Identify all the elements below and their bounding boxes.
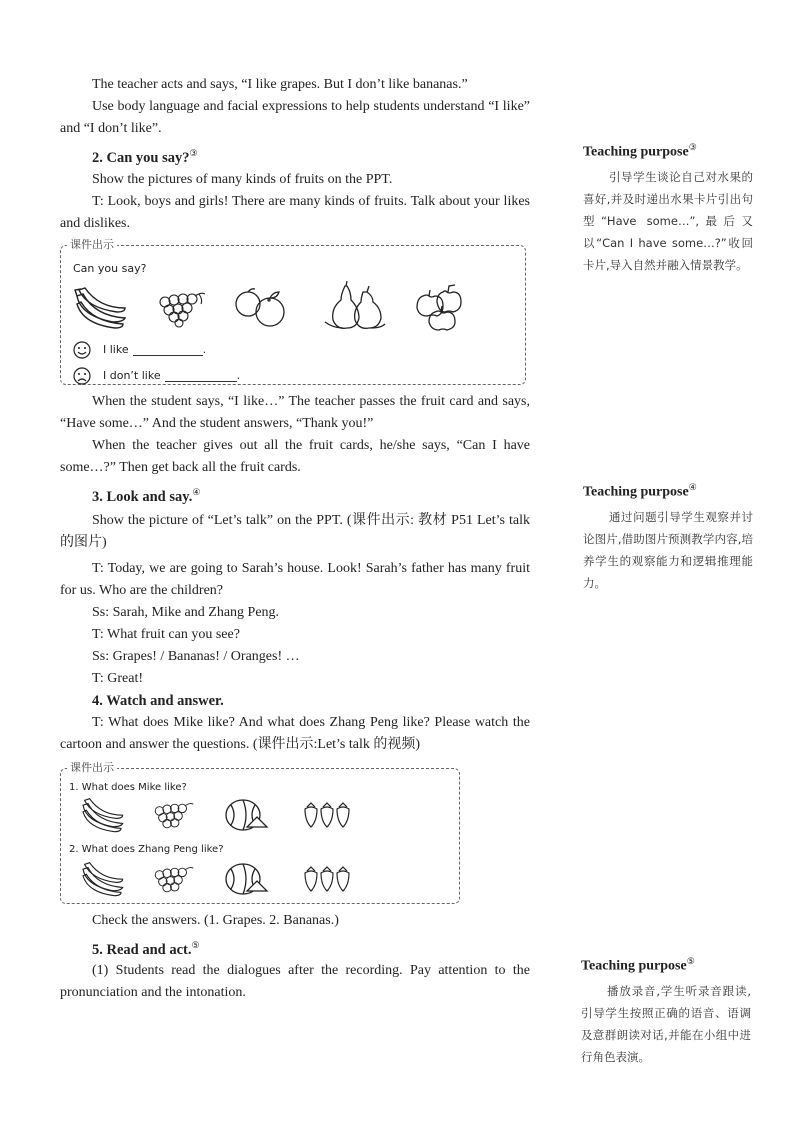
teaching-purpose-text: 引导学生谈论自己对水果的喜好,并及时递出水果卡片引出句型“Have some…”,最后又以“Can I have some…?”收回卡片,导入自然并融入情景教学。 <box>583 169 753 272</box>
dislike-end: . <box>236 368 241 382</box>
grapes-option-icon <box>151 799 195 833</box>
question-1-options <box>79 797 379 835</box>
strawberries-option-icon-2 <box>301 865 357 895</box>
courseware-box-1 <box>60 237 526 385</box>
teaching-purpose-label: Teaching purpose <box>583 484 689 500</box>
dialogue-line-5: T: Great! <box>92 670 143 686</box>
strawberries-option-icon <box>301 801 357 831</box>
dislike-label: I don’t like <box>103 368 161 382</box>
footnote-mark-3: ③ <box>189 148 198 158</box>
footnote-mark-4: ④ <box>192 486 201 497</box>
section-5-title: 5. Read and act. <box>92 941 192 958</box>
teaching-purpose-title <box>581 952 751 976</box>
section-2-paragraph-2: T: Look, boys and girls! There are many kinds of fruits. Talk about your likes and dislikes. <box>60 193 530 231</box>
like-blank <box>133 343 203 356</box>
intro-paragraph-1: The teacher acts and says, “I like grapes. But I don’t like bananas.” <box>92 77 468 92</box>
teaching-purpose-4 <box>583 478 753 594</box>
grapes-icon <box>155 288 207 328</box>
question-2: 2. What does Zhang Peng like? <box>69 843 224 855</box>
question-2-options <box>79 861 379 899</box>
teaching-purpose-label: Teaching purpose <box>581 958 687 974</box>
teaching-purpose-5 <box>581 952 751 1068</box>
section-2-paragraph-3: When the student says, “I like…” The teacher passes the fruit card and says, “Have some…” And the student answers, “Thank you!” <box>60 393 530 431</box>
bananas-option-icon <box>79 797 125 835</box>
oranges-icon <box>233 284 289 330</box>
watermelon-option-icon <box>223 797 269 835</box>
section-3-paragraph-1: Show the picture of “Let’s talk” on the PPT. (课件出示: 教材 P51 Let’s talk 的图片) <box>60 512 530 550</box>
dialogue-line-3: T: What fruit can you see? <box>92 626 240 642</box>
bananas-icon <box>73 286 127 332</box>
teaching-purpose-mark: ③ <box>688 142 697 152</box>
section-3-title: 3. Look and say. <box>92 488 193 505</box>
smiley-face-icon <box>73 341 91 359</box>
teaching-purpose-mark: ④ <box>688 482 697 492</box>
grapes-option-icon-2 <box>151 863 195 897</box>
dialogue-line-2: Ss: Sarah, Mike and Zhang Peng. <box>92 604 280 620</box>
like-row <box>73 338 206 362</box>
section-4-paragraph-1: T: What does Mike like? And what does Zhang Peng like? Please watch the cartoon and answer the questions. (课件出示:Let’s talk 的视频) <box>60 714 530 752</box>
watermelon-option-icon-2 <box>223 861 269 899</box>
section-5-heading <box>92 934 530 961</box>
section-3-heading <box>92 481 530 508</box>
apples-icon <box>413 282 473 332</box>
like-label: I like <box>103 342 129 356</box>
teaching-purpose-text: 播放录音,学生听录音跟读,引导学生按照正确的语音、语调及意群朗读对话,并能在小组中进行角色表演。 <box>581 983 751 1064</box>
check-answers: Check the answers. (1. Grapes. 2. Bananas.) <box>92 912 339 928</box>
section-2-paragraph-1: Show the pictures of many kinds of fruits on the PPT. <box>92 171 393 187</box>
teaching-purpose-title <box>583 138 753 162</box>
dialogue-line-4: Ss: Grapes! / Bananas! / Oranges! … <box>92 648 300 664</box>
dislike-blank <box>165 369 237 382</box>
section-4-heading <box>92 690 530 712</box>
teaching-purpose-text: 通过问题引导学生观察并讨论图片,借助图片预测教学内容,培养学生的观察能力和逻辑推理能力。 <box>583 509 753 590</box>
dialogue-line-1: T: Today, we are going to Sarah’s house. Look! Sarah’s father has many fruit for us. Who are the children? <box>60 560 530 598</box>
question-1: 1. What does Mike like? <box>69 781 187 793</box>
section-5-paragraph-1: (1) Students read the dialogues after the recording. Pay attention to the pronunciation and the intonation. <box>60 963 530 1001</box>
like-end: . <box>202 342 207 356</box>
teaching-purpose-label: Teaching purpose <box>583 144 689 160</box>
box-title: Can you say? <box>73 261 147 275</box>
section-2-title: 2. Can you say? <box>92 149 190 166</box>
courseware-label-2: 课件出示 <box>67 760 117 776</box>
teaching-purpose-title <box>583 478 753 502</box>
main-content <box>60 74 530 1004</box>
teaching-purpose-3 <box>583 138 753 276</box>
footnote-mark-5: ⑤ <box>191 939 200 950</box>
section-4-title: 4. Watch and answer. <box>92 692 224 709</box>
section-2-paragraph-4: When the teacher gives out all the fruit cards, he/she says, “Can I have some…?” Then get back all the fruit cards. <box>60 437 530 475</box>
dislike-row <box>73 364 240 388</box>
bananas-option-icon-2 <box>79 861 125 899</box>
sad-face-icon <box>73 367 91 385</box>
intro-paragraph-2: Use body language and facial expressions to help students understand “I like” and “I don’t like”. <box>60 99 530 136</box>
section-2-heading <box>92 142 530 169</box>
courseware-box-2 <box>60 760 460 904</box>
courseware-label: 课件出示 <box>67 237 117 253</box>
teaching-purpose-mark: ⑤ <box>686 956 695 966</box>
pears-icon <box>323 280 387 332</box>
